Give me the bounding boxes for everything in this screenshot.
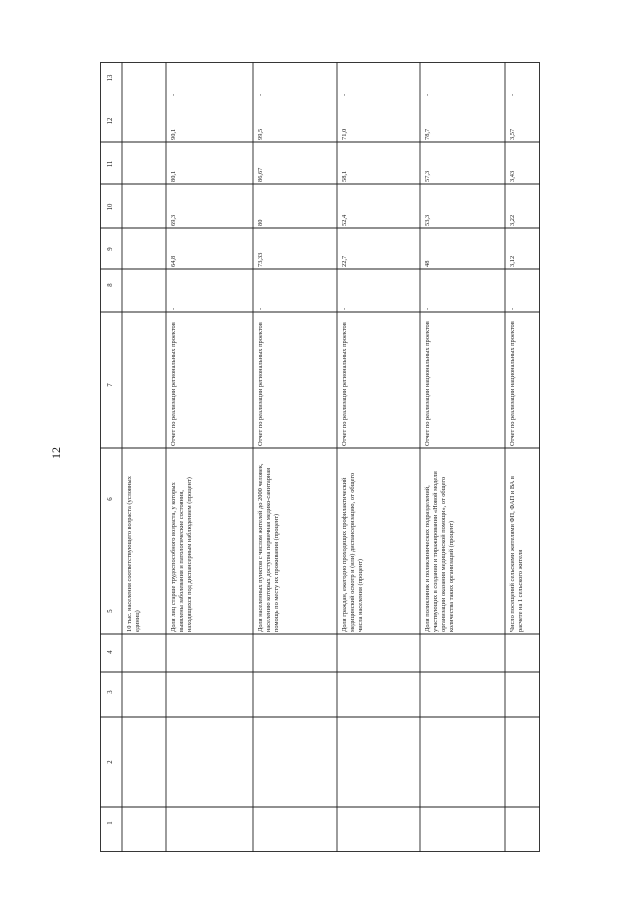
column-header-8: 8 [107, 283, 114, 287]
column-header-11: 11 [107, 160, 114, 168]
row-5-indicator: Число посещений сельскими жителями ФП, ФАП и ВА в расчете на 1 сельского жителя [509, 476, 525, 632]
row-5-c12: 3,57 [509, 128, 516, 140]
row-2-c12: 99,5 [257, 128, 264, 140]
row-3-c12: 71,0 [341, 128, 348, 140]
column-header-9: 9 [107, 247, 114, 251]
row-2-source: Отчет по реализации региональных проектов [257, 322, 264, 446]
row-3-source: Отчет по реализации региональных проектов [341, 322, 348, 446]
row-3-c9: 22,7 [341, 255, 348, 267]
column-header-10: 10 [107, 203, 114, 211]
column-header-3: 3 [107, 690, 114, 694]
row-2-c10: 80 [257, 219, 264, 226]
column-header-13: 13 [107, 74, 114, 82]
row-1-c13: - [170, 93, 177, 96]
row-4-c10: 53,3 [424, 214, 431, 226]
column-header-6: 6 [107, 497, 114, 501]
row-3-c8: - [341, 307, 348, 310]
column-header-7: 7 [107, 383, 114, 387]
column-header-5: 5 [107, 609, 114, 613]
rotated-indicator-table [100, 62, 540, 852]
table-grid [100, 62, 540, 852]
column-header-2: 2 [107, 760, 114, 764]
row-3-c10: 52,4 [341, 214, 348, 226]
row-4-c13: - [424, 93, 431, 96]
row-5-c10: 3,22 [509, 214, 516, 226]
column-header-4: 4 [107, 650, 114, 654]
row-4-source: Отчет по реализации национальных проектов [424, 321, 431, 446]
row-1-c10: 69,3 [170, 214, 177, 226]
row-1-indicator: Доля лиц старше трудоспособного возраста, у которых выявлены заболевания и патологические состояния, находящихся под диспансерным наблюдением (процент) [170, 477, 194, 632]
row-4-c11: 57,3 [424, 170, 431, 182]
column-header-12: 12 [107, 117, 114, 125]
row-3-c11: 58,1 [341, 170, 348, 182]
row-5-c8: - [509, 307, 516, 310]
row-2-c8: - [257, 307, 264, 310]
row-2-c13: - [257, 93, 264, 96]
row-1-c8: - [170, 307, 177, 310]
row-3-c13: - [341, 93, 348, 96]
row-4-c9: 48 [424, 260, 431, 267]
page-number: 12 [49, 447, 63, 459]
row-5-c11: 3,43 [509, 170, 516, 182]
row-1-c11: 80,1 [170, 170, 177, 182]
row-1-source: Отчет по реализации региональных проектов [170, 322, 177, 446]
row-4-c8: - [424, 307, 431, 310]
row-4-indicator: Доля поликлиник и поликлинических подразделений, участвующих в создании и тиражировании «Новой модели организации оказания медицинской помощи», от общего количества таких организаций (процент) [424, 471, 456, 632]
row-2-c9: 73,33 [257, 252, 264, 267]
row-2-c11: 86,67 [257, 167, 264, 182]
row-3-indicator: Доля граждан, ежегодно проходящих профилактический медицинский осмотр и (или) диспансеризацию, от общего числа населения (процент) [341, 472, 365, 632]
row-1-c12: 90,1 [170, 128, 177, 140]
row-0-indicator: 10 тыс. населения соответствующего возраста (условных единиц) [126, 476, 142, 632]
row-2-indicator: Доля населенных пунктов с числом жителей до 2000 человек, населению которых доступна первичная медико-санитарная помощь по месту их проживания (процент) [257, 463, 281, 632]
row-1-c9: 64,8 [170, 255, 177, 267]
row-4-c12: 78,7 [424, 128, 431, 140]
column-header-1: 1 [107, 821, 114, 825]
row-5-c13: - [509, 93, 516, 96]
row-5-c9: 3,12 [509, 255, 516, 267]
row-5-source: Отчет по реализации национальных проектов [509, 321, 516, 446]
